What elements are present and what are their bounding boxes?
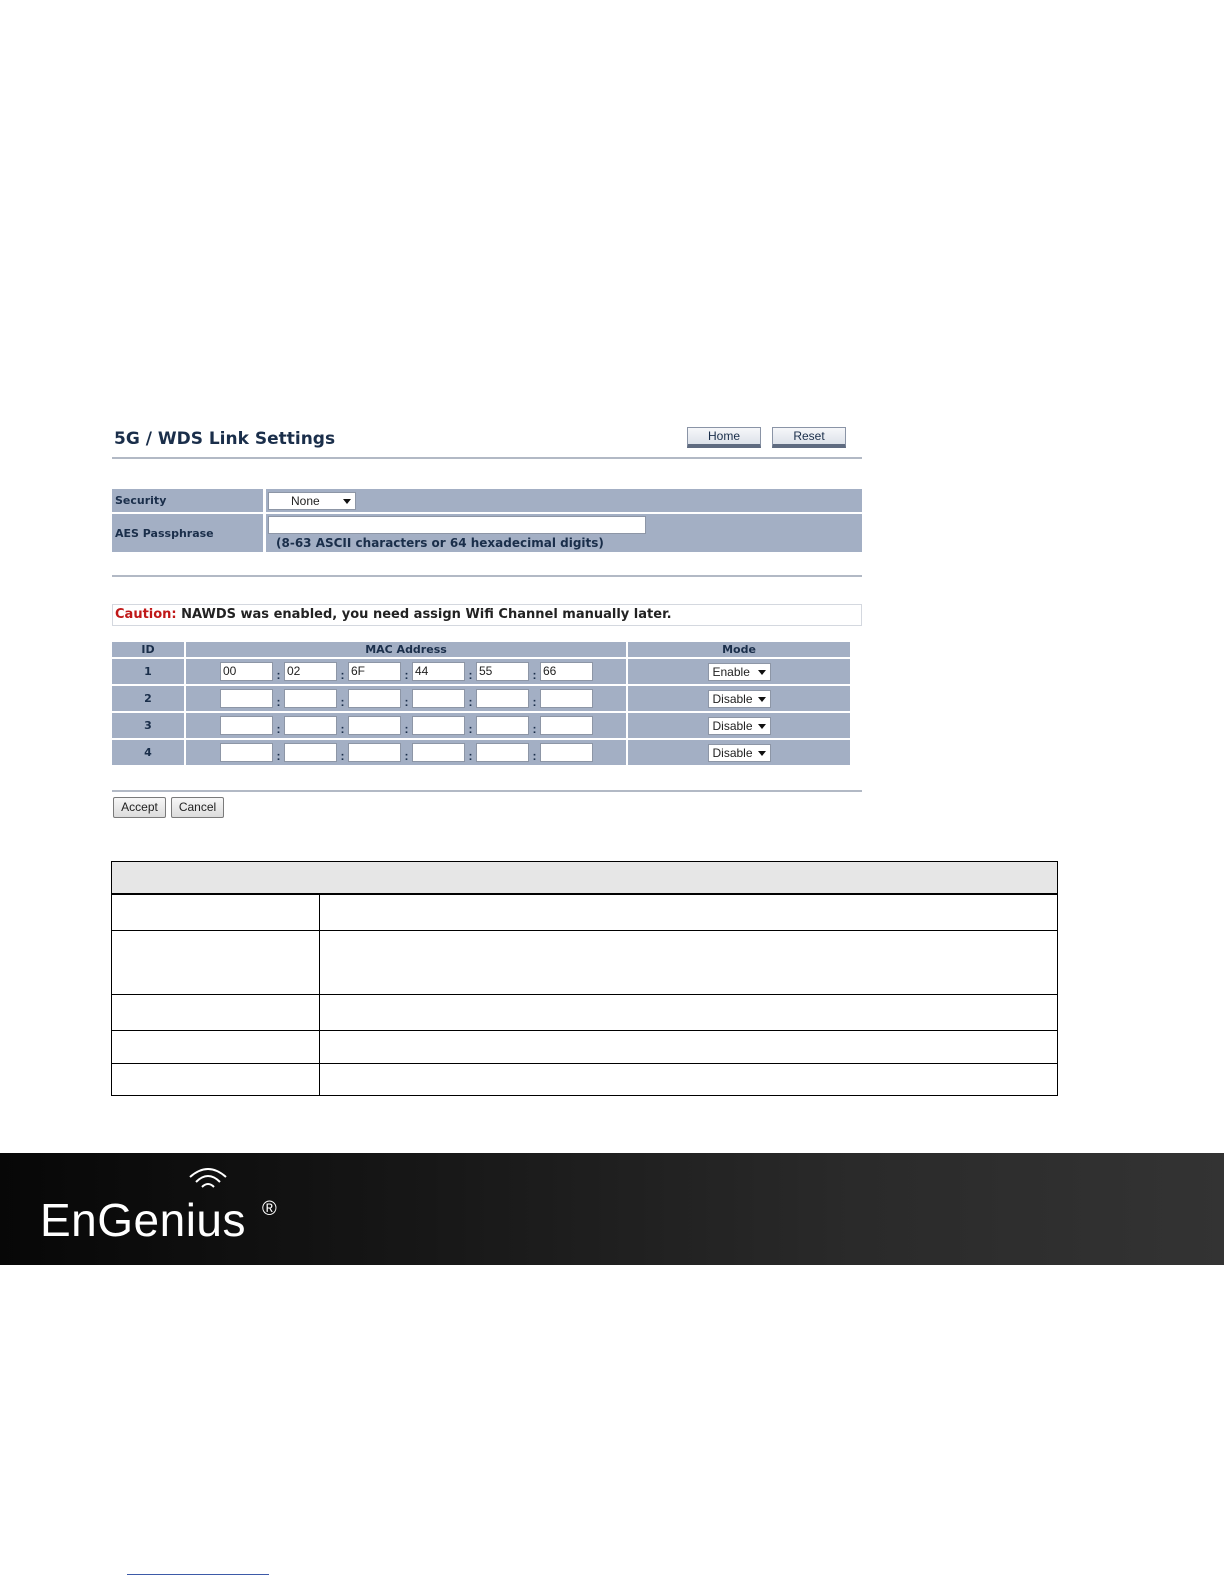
table-cell [320, 1030, 1058, 1063]
mode-select[interactable] [708, 663, 771, 681]
mac-octet-input[interactable] [412, 743, 465, 762]
mac-separator: : [532, 667, 537, 682]
mac-octet-input[interactable] [476, 716, 529, 735]
mac-octet-input[interactable]: 44 [412, 662, 465, 681]
mac-octet-input[interactable]: 55 [476, 662, 529, 681]
mac-octet-input[interactable] [348, 743, 401, 762]
mac-address-cell [186, 713, 626, 738]
mode-cell [628, 659, 850, 684]
mac-separator: : [340, 748, 345, 763]
mac-octet-input[interactable]: 02 [284, 662, 337, 681]
mode-value: Enable [712, 664, 750, 679]
mode-select[interactable] [708, 744, 771, 762]
mac-separator: : [468, 694, 473, 709]
column-header-mac: MAC Address [186, 642, 626, 657]
page-title: 5G / WDS Link Settings [114, 429, 336, 449]
mac-separator: : [468, 721, 473, 736]
table-cell [112, 1063, 320, 1095]
table-row [112, 659, 850, 684]
mode-cell [628, 740, 850, 765]
mac-octet-input[interactable] [220, 743, 273, 762]
row-id: 4 [112, 740, 184, 765]
mac-octet-input[interactable] [284, 716, 337, 735]
link-underline [127, 1574, 269, 1575]
mac-octet-input[interactable] [540, 743, 593, 762]
mac-separator: : [404, 667, 409, 682]
mode-cell [628, 686, 850, 711]
mac-octet-input[interactable] [476, 743, 529, 762]
registered-mark: ® [262, 1198, 277, 1220]
mac-octet-input[interactable] [476, 689, 529, 708]
passphrase-hint: (8-63 ASCII characters or 64 hexadecimal digits) [276, 536, 604, 550]
mode-select[interactable] [708, 717, 771, 735]
security-label: Security [112, 489, 266, 512]
description-table [111, 861, 1058, 1096]
mac-octet-input[interactable]: 00 [220, 662, 273, 681]
security-value: None [291, 493, 320, 508]
table-row [112, 740, 850, 765]
mac-separator: : [532, 721, 537, 736]
mac-octet-input[interactable] [540, 716, 593, 735]
mac-octet-input[interactable] [220, 716, 273, 735]
passphrase-input[interactable] [268, 516, 646, 534]
table-cell [320, 994, 1058, 1030]
mac-separator: : [468, 748, 473, 763]
mac-octet-input[interactable] [284, 743, 337, 762]
table-cell [112, 1030, 320, 1063]
mac-octet-input[interactable] [220, 689, 273, 708]
row-id: 3 [112, 713, 184, 738]
passphrase-label: AES Passphrase [112, 514, 266, 552]
mac-octet-input[interactable] [284, 689, 337, 708]
mac-separator: : [340, 667, 345, 682]
mode-value: Disable [712, 718, 753, 733]
table-cell [320, 894, 1058, 930]
row-id: 2 [112, 686, 184, 711]
mac-separator: : [276, 667, 281, 682]
wds-settings-panel [112, 424, 862, 829]
mode-cell [628, 713, 850, 738]
mac-address-cell [186, 659, 626, 684]
mac-octet-input[interactable]: 66 [540, 662, 593, 681]
accept-button[interactable]: Accept [113, 797, 166, 818]
mac-octet-input[interactable] [412, 689, 465, 708]
mode-value: Disable [712, 691, 753, 706]
caution-text: NAWDS was enabled, you need assign Wifi Channel manually later. [176, 607, 672, 622]
mac-table [110, 640, 852, 767]
security-table [112, 487, 862, 554]
column-header-id: ID [112, 642, 184, 657]
cancel-button[interactable]: Cancel [171, 797, 224, 818]
divider [112, 457, 862, 459]
column-header-mode: Mode [628, 642, 850, 657]
wifi-signal-icon [186, 1163, 230, 1193]
mac-octet-input[interactable]: 6F [348, 662, 401, 681]
table-row [112, 686, 850, 711]
footer-banner [0, 1153, 1224, 1265]
mac-separator: : [276, 721, 281, 736]
mac-octet-input[interactable] [412, 716, 465, 735]
mac-octet-input[interactable] [348, 716, 401, 735]
table-header [112, 862, 1058, 895]
mac-separator: : [468, 667, 473, 682]
table-row [112, 713, 850, 738]
mac-address-cell [186, 686, 626, 711]
row-id: 1 [112, 659, 184, 684]
caution-message [112, 604, 862, 626]
table-cell [112, 994, 320, 1030]
mode-select[interactable] [708, 690, 771, 708]
mac-separator: : [404, 748, 409, 763]
divider [112, 575, 862, 577]
mac-separator: : [532, 748, 537, 763]
table-cell [320, 1063, 1058, 1095]
table-cell [320, 930, 1058, 994]
reset-button[interactable]: Reset [772, 427, 846, 448]
mac-address-cell [186, 740, 626, 765]
mode-value: Disable [712, 745, 753, 760]
brand-logo: EnGenius [40, 1194, 247, 1246]
table-cell [112, 930, 320, 994]
mac-separator: : [532, 694, 537, 709]
home-button[interactable]: Home [687, 427, 761, 448]
mac-octet-input[interactable] [540, 689, 593, 708]
divider [112, 790, 862, 792]
security-select[interactable] [268, 492, 356, 510]
table-cell [112, 894, 320, 930]
mac-separator: : [404, 694, 409, 709]
mac-separator: : [340, 721, 345, 736]
mac-separator: : [276, 694, 281, 709]
mac-separator: : [276, 748, 281, 763]
caution-label: Caution: [115, 607, 177, 622]
mac-separator: : [340, 694, 345, 709]
mac-separator: : [404, 721, 409, 736]
mac-octet-input[interactable] [348, 689, 401, 708]
